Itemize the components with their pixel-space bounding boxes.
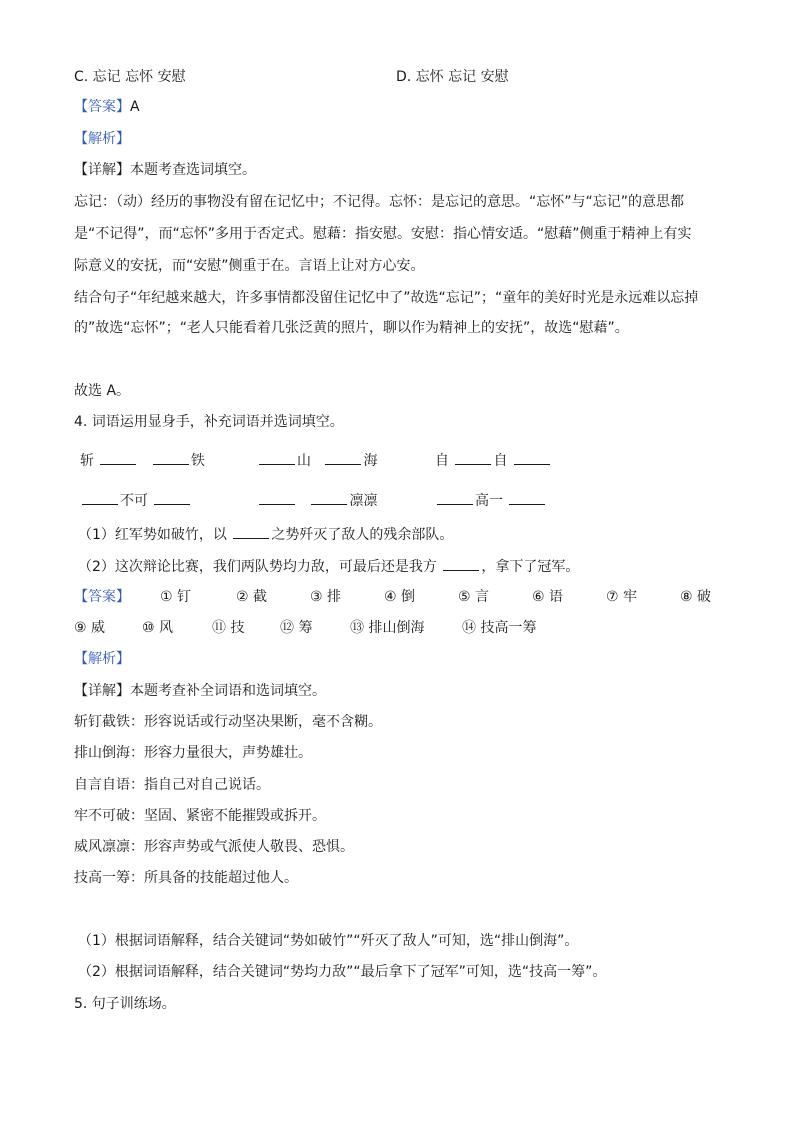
definition-line: 威风凛凛：形容声势或气派使人敬畏、恐惧。: [74, 839, 354, 855]
fill-blank[interactable]: [437, 490, 473, 505]
fill-blank[interactable]: [325, 450, 361, 465]
analysis-tag: 【解析】: [74, 651, 130, 667]
answer-item: ⑨ 威: [74, 620, 106, 636]
fill-char: 凛凛: [349, 493, 378, 509]
fill-blank[interactable]: [153, 450, 189, 465]
fill-blank[interactable]: [514, 450, 550, 465]
fill-blank[interactable]: [259, 490, 295, 505]
fill-char: 不可: [120, 493, 148, 509]
q3-paragraph-2-line-2: 的”故选“忘怀”；“老人只能看着几张泛黄的照片，聊以作为精神上的安抚”，故选“慰藉”。: [74, 320, 629, 336]
q4-analysis: [74, 649, 130, 669]
q3-paragraph-1-line-2: 是“不记得”，而“忘怀”多用于否定式。慰藉：指安慰。安慰：指心情安适。“慰藉”侧重于精神上有实: [74, 226, 692, 242]
q5-title: 5. 句子训练场。: [74, 996, 176, 1012]
sub-question-text: （1）红军势如破竹，以: [78, 527, 227, 543]
answer-value: A: [130, 99, 140, 115]
fill-blank[interactable]: [154, 490, 190, 505]
q3-paragraph-1-line-3: 际意义的安抚，而“安慰”侧重于在。言语上让对方心安。: [74, 258, 425, 274]
answer-item: ⑭ 技高一筹: [462, 620, 537, 636]
analysis-tag: 【解析】: [74, 131, 130, 147]
q3-paragraph-2-line-1: 结合句子“年纪越来越大，许多事情都没留住记忆中了”故选“忘记”；“童年的美好时光是永远难以忘掉: [74, 290, 699, 306]
answer-item: ⑫ 筹: [280, 620, 313, 636]
q3-analysis: [74, 129, 130, 149]
definition-line: 牢不可破：坚固、紧密不能摧毁或拆开。: [74, 808, 326, 824]
fill-char: 高一: [475, 493, 503, 509]
detail-tag: 【详解】: [74, 162, 130, 178]
q4-answer-row-1: [74, 587, 734, 609]
q4-explain-2: （2）根据词语解释，结合关键词“势均力敌”“最后拿下了冠军”可知，选“技高一筹”。: [78, 964, 607, 980]
fill-item-4: [80, 490, 192, 511]
fill-blank[interactable]: [509, 490, 545, 505]
fill-char: 自: [493, 453, 508, 469]
definition-line: 自言自语：指自己对自己说话。: [74, 777, 270, 793]
fill-char: 铁: [190, 453, 205, 469]
answer-item: ③ 排: [310, 589, 342, 605]
option-d: D. 忘怀 忘记 安慰: [396, 69, 509, 85]
fill-item-6: [435, 490, 547, 511]
sub-question-text: ，拿下了冠军。: [481, 559, 580, 575]
fill-blank[interactable]: [82, 490, 118, 505]
answer-item: ⑧ 破: [680, 589, 712, 605]
q4-sub-question-1: [78, 524, 453, 545]
fill-char: 海: [363, 453, 378, 469]
fill-item-2: [257, 450, 377, 471]
fill-char: 自: [435, 453, 449, 469]
definition-line: 技高一筹：所具备的技能超过他人。: [74, 870, 298, 886]
answer-item: ④ 倒: [384, 589, 416, 605]
q3-answer: [74, 97, 140, 117]
detail-text: 本题考查选词填空。: [130, 162, 256, 178]
answer-item: ① 钉: [160, 589, 192, 605]
q3-conclusion: 故选 A。: [74, 383, 131, 399]
fill-char: 斩: [80, 453, 94, 469]
q4-title: 4. 词语运用显身手，补充词语并选词填空。: [74, 414, 344, 430]
q3-paragraph-1-line-1: 忘记：（动）经历的事物没有留在记忆中；不记得。忘怀：是忘记的意思。“忘怀”与“忘记”的意思都: [74, 194, 685, 210]
q4-answer-row-2: [74, 618, 734, 640]
answer-item: ⑥ 语: [532, 589, 564, 605]
fill-item-5: [257, 490, 377, 511]
q4-detail: [74, 681, 326, 701]
fill-blank[interactable]: [100, 450, 136, 465]
sub-question-text: 之势歼灭了敌人的残余部队。: [271, 527, 454, 543]
answer-item: ⑩ 风: [142, 620, 174, 636]
answer-item: ⑪ 技: [212, 620, 245, 636]
q4-explain-1: （1）根据词语解释，结合关键词“势如破竹”“歼灭了敌人”可知，选“排山倒海”。: [78, 933, 579, 949]
answer-item: ② 截: [236, 589, 268, 605]
fill-item-3: [435, 450, 552, 471]
definition-line: 斩钉截铁：形容说话或行动坚决果断，毫不含糊。: [74, 714, 382, 730]
q4-sub-question-2: [78, 556, 579, 577]
fill-blank[interactable]: [443, 556, 479, 571]
answer-item: ⑤ 言: [458, 589, 490, 605]
sub-question-text: （2）这次辩论比赛，我们两队势均力敌，可最后还是我方: [78, 559, 437, 575]
answer-tag: 【答案】: [74, 99, 130, 115]
option-c: C. 忘记 忘怀 安慰: [74, 69, 186, 85]
fill-item-1: [80, 450, 205, 471]
fill-blank[interactable]: [455, 450, 491, 465]
fill-blank[interactable]: [233, 524, 269, 539]
answer-item: ⑬ 排山倒海: [350, 620, 425, 636]
answer-tag: 【答案】: [74, 589, 130, 605]
fill-blank[interactable]: [311, 490, 347, 505]
detail-tag: 【详解】: [74, 683, 130, 699]
detail-text: 本题考查补全词语和选词填空。: [130, 683, 326, 699]
fill-blank[interactable]: [259, 450, 295, 465]
definition-line: 排山倒海：形容力量很大，声势雄壮。: [74, 745, 312, 761]
answer-item: ⑦ 牢: [606, 589, 638, 605]
fill-char: 山: [297, 453, 311, 469]
q3-detail: [74, 160, 256, 180]
